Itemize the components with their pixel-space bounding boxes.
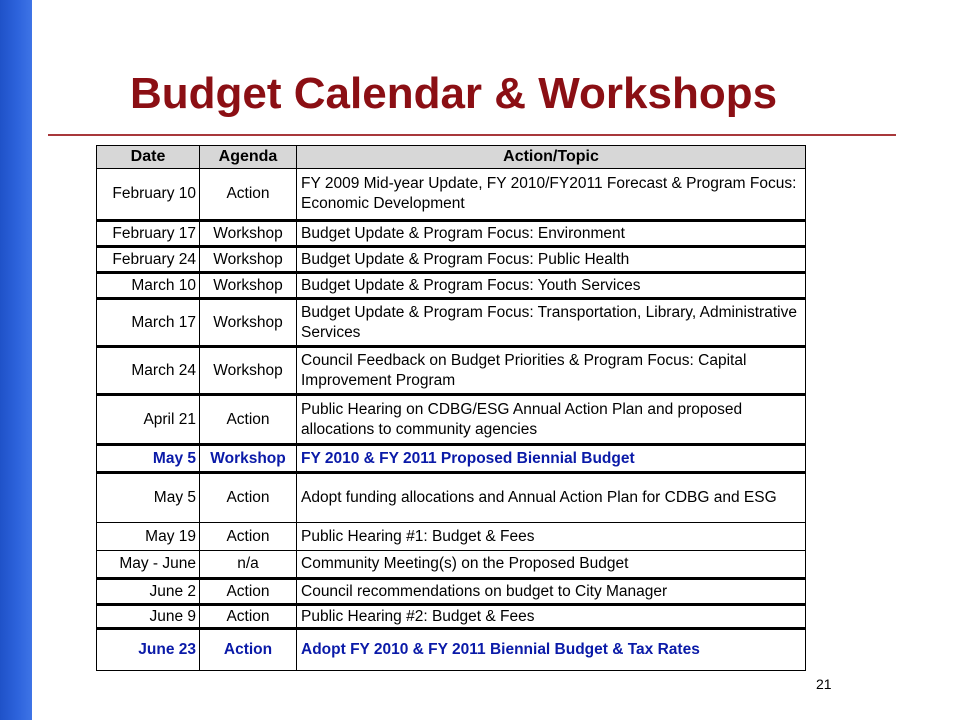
row-date: May 5 <box>97 473 200 523</box>
header-date: Date <box>97 146 200 169</box>
row-topic: Budget Update & Program Focus: Environment <box>297 221 806 247</box>
table-row <box>97 629 806 671</box>
row-date: May - June <box>97 551 200 579</box>
table-row <box>97 579 806 605</box>
page-number: 21 <box>816 676 832 692</box>
row-agenda: Action <box>200 579 297 605</box>
row-date: May 19 <box>97 523 200 551</box>
row-topic: FY 2010 & FY 2011 Proposed Biennial Budget <box>297 445 806 473</box>
row-agenda: Action <box>200 523 297 551</box>
row-date: March 17 <box>97 299 200 347</box>
table-row <box>97 551 806 579</box>
row-agenda: Workshop <box>200 273 297 299</box>
row-agenda: Action <box>200 605 297 629</box>
table-header-row <box>97 146 806 169</box>
row-date: June 9 <box>97 605 200 629</box>
table-row <box>97 347 806 395</box>
row-agenda: Workshop <box>200 221 297 247</box>
row-topic: Public Hearing on CDBG/ESG Annual Action Plan and proposed allocations to community agencies <box>297 395 806 445</box>
row-date: May 5 <box>97 445 200 473</box>
table-row <box>97 299 806 347</box>
calendar-table-container <box>96 145 805 671</box>
row-date: June 2 <box>97 579 200 605</box>
row-topic: Budget Update & Program Focus: Public Health <box>297 247 806 273</box>
row-agenda: Action <box>200 629 297 671</box>
table-row <box>97 523 806 551</box>
table-row <box>97 395 806 445</box>
row-agenda: Workshop <box>200 347 297 395</box>
budget-calendar-table <box>96 145 806 671</box>
row-agenda: Action <box>200 473 297 523</box>
row-topic: Council recommendations on budget to City Manager <box>297 579 806 605</box>
row-agenda: n/a <box>200 551 297 579</box>
header-agenda: Agenda <box>200 146 297 169</box>
slide-title: Budget Calendar & Workshops <box>130 69 778 118</box>
table-row <box>97 169 806 221</box>
row-topic: FY 2009 Mid-year Update, FY 2010/FY2011 Forecast & Program Focus: Economic Development <box>297 169 806 221</box>
table-row <box>97 273 806 299</box>
row-agenda: Workshop <box>200 247 297 273</box>
row-agenda: Action <box>200 169 297 221</box>
row-topic: Community Meeting(s) on the Proposed Budget <box>297 551 806 579</box>
row-topic: Public Hearing #1: Budget & Fees <box>297 523 806 551</box>
row-date: February 10 <box>97 169 200 221</box>
table-row <box>97 605 806 629</box>
row-date: March 10 <box>97 273 200 299</box>
row-topic: Public Hearing #2: Budget & Fees <box>297 605 806 629</box>
row-date: June 23 <box>97 629 200 671</box>
row-date: April 21 <box>97 395 200 445</box>
row-topic: Adopt FY 2010 & FY 2011 Biennial Budget & Tax Rates <box>297 629 806 671</box>
row-topic: Budget Update & Program Focus: Transportation, Library, Administrative Services <box>297 299 806 347</box>
table-row <box>97 247 806 273</box>
row-agenda: Action <box>200 395 297 445</box>
left-accent-bar <box>0 0 32 720</box>
row-date: February 24 <box>97 247 200 273</box>
table-row <box>97 221 806 247</box>
row-date: February 17 <box>97 221 200 247</box>
table-row <box>97 473 806 523</box>
row-topic: Budget Update & Program Focus: Youth Services <box>297 273 806 299</box>
title-divider <box>48 134 896 136</box>
row-date: March 24 <box>97 347 200 395</box>
row-agenda: Workshop <box>200 299 297 347</box>
row-topic: Adopt funding allocations and Annual Action Plan for CDBG and ESG <box>297 473 806 523</box>
table-row <box>97 445 806 473</box>
row-agenda: Workshop <box>200 445 297 473</box>
row-topic: Council Feedback on Budget Priorities & Program Focus: Capital Improvement Program <box>297 347 806 395</box>
header-topic: Action/Topic <box>297 146 806 169</box>
